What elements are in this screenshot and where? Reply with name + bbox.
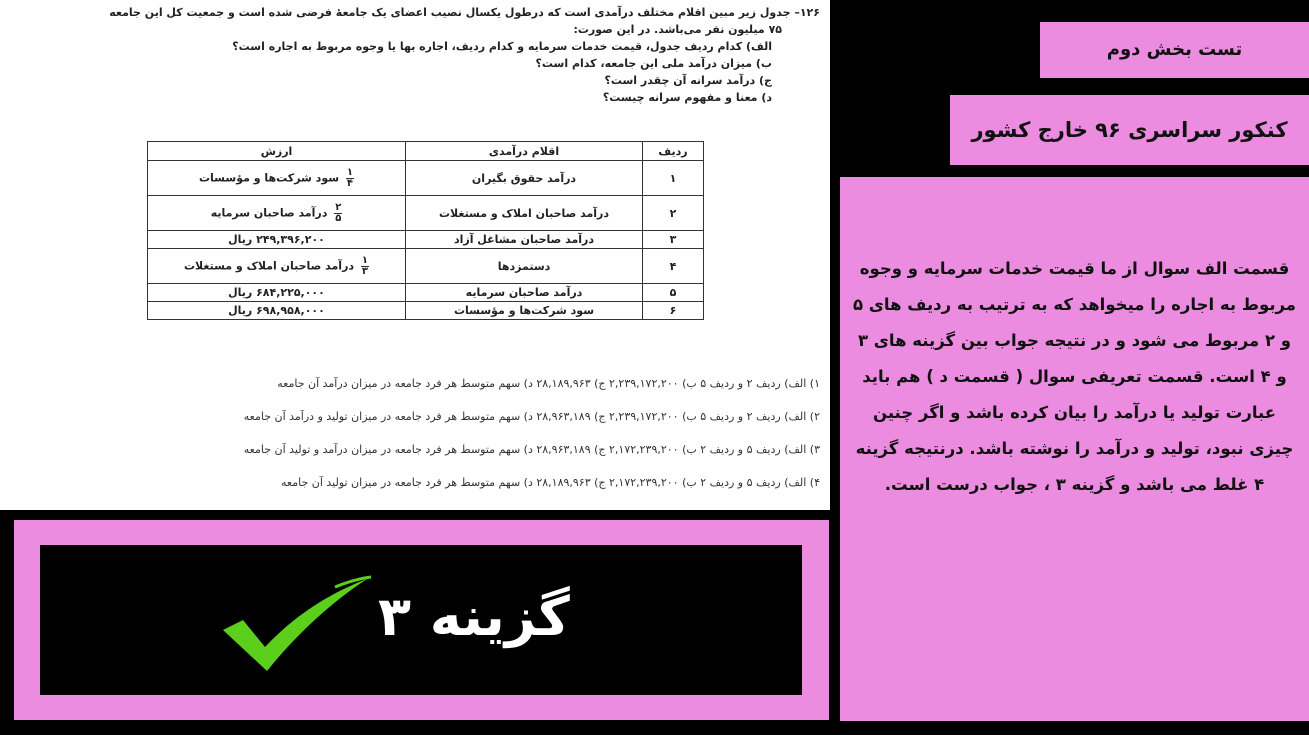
income-value: ۲۴۹,۳۹۶,۲۰۰ ریال: [148, 231, 406, 249]
question-line-1: ۱۲۶– جدول زیر مبین اقلام مختلف درآمدی است که درطول یکسال نصیب اعضای یک جامعهٔ فرضی شده است و جمعیت کل این جامعه: [109, 6, 820, 19]
section-title: تست بخش دوم: [1106, 39, 1243, 60]
fraction: $\frac{۲}{۵}$: [335, 201, 342, 224]
question-part-a: الف) کدام ردیف جدول، قیمت خدمات سرمایه و کدام ردیف، اجاره بها یا وجوه مربوط به اجاره است؟: [232, 40, 772, 53]
income-item: سود شرکت‌ها و مؤسسات: [406, 302, 643, 320]
table-header-cell: ردیف: [643, 142, 704, 161]
row-number: ۱: [643, 161, 704, 196]
table-header-row: [148, 142, 704, 161]
table-row: [148, 231, 704, 249]
income-item: درآمد صاحبان سرمایه: [406, 284, 643, 302]
income-value: $\frac{۱}{۴}$ سود شرکت‌ها و مؤسسات: [148, 161, 406, 196]
income-item: درآمد صاحبان املاک و مستغلات: [406, 196, 643, 231]
answer-label: گزینه ۳: [378, 585, 570, 648]
exam-title-box: [950, 95, 1309, 165]
table-row: [148, 161, 704, 196]
income-value: ۶۹۸,۹۵۸,۰۰۰ ریال: [148, 302, 406, 320]
exam-title: کنکور سراسری ۹۶ خارج کشور: [971, 118, 1288, 142]
question-part-d: د) معنا و مفهوم سرانه چیست؟: [602, 91, 772, 104]
row-number: ۶: [643, 302, 704, 320]
option-4: ۴) الف) ردیف ۵ و ردیف ۲ ب) ۲,۱۷۲,۲۳۹,۲۰۰ ج) ۲۸,۱۸۹,۹۶۳ د) سهم متوسط هر فرد جامعه در میزان تولید آن جامعه: [281, 476, 820, 489]
option-2: ۲) الف) ردیف ۲ و ردیف ۵ ب) ۲,۲۳۹,۱۷۲,۲۰۰ ج) ۲۸,۹۶۳,۱۸۹ د) سهم متوسط هر فرد جامعه در میزان تولید و درآمد آن جامعه: [243, 410, 820, 423]
table-row: [148, 284, 704, 302]
option-3: ۳) الف) ردیف ۵ و ردیف ۲ ب) ۲,۱۷۲,۲۳۹,۲۰۰ ج) ۲۸,۹۶۳,۱۸۹ د) سهم متوسط هر فرد جامعه در میزان درآمد و تولید آن جامعه: [243, 443, 820, 456]
table-row: [148, 302, 704, 320]
income-item: درآمد صاحبان مشاغل آزاد: [406, 231, 643, 249]
section-title-box: [1040, 22, 1309, 78]
income-value: $\frac{۲}{۵}$ درآمد صاحبان سرمایه: [148, 196, 406, 231]
question-document: [0, 0, 830, 510]
checkmark-icon: [215, 575, 375, 675]
question-part-c: ج) درآمد سرانه آن چقدر است؟: [604, 74, 772, 87]
row-number: ۴: [643, 249, 704, 284]
income-value: ۶۸۴,۲۲۵,۰۰۰ ریال: [148, 284, 406, 302]
income-table: [147, 141, 704, 320]
income-item: دستمزدها: [406, 249, 643, 284]
table-row: [148, 249, 704, 284]
row-number: ۳: [643, 231, 704, 249]
fraction: $\frac{۱}{۳}$: [361, 254, 369, 277]
explanation-text: قسمت الف سوال از ما قیمت خدمات سرمایه و وجوه مربوط به اجاره را میخواهد که به ترتیب به ردیف های ۵ و ۲ مربوط می شود و در نتیجه جواب بین گزینه های ۳ و ۴ است. قسمت تعریفی سوال ( قسمت د ) هم باید عبارت تولید یا درآمد را بیان کرده باشد و اگر چنین چیزی نبود، تولید و درآمد را نوشته باشد. درنتیجه گزینه ۴ غلط می باشد و گزینه ۳ ، جواب درست است.: [852, 259, 1296, 494]
question-part-b: ب) میزان درآمد ملی این جامعه، کدام است؟: [535, 57, 772, 70]
explanation-box: [840, 177, 1309, 721]
option-1: ۱) الف) ردیف ۲ و ردیف ۵ ب) ۲,۲۳۹,۱۷۲,۲۰۰ ج) ۲۸,۱۸۹,۹۶۳ د) سهم متوسط هر فرد جامعه در میزان درآمد آن جامعه: [277, 377, 820, 390]
table-header-cell: اقلام درآمدی: [406, 142, 643, 161]
question-line-2: ۷۵ میلیون نفر می‌باشد. در این صورت:: [573, 23, 782, 36]
row-number: ۵: [643, 284, 704, 302]
fraction: $\frac{۱}{۴}$: [346, 166, 353, 189]
table-header-cell: ارزش: [148, 142, 406, 161]
income-item: درآمد حقوق بگیران: [406, 161, 643, 196]
row-number: ۲: [643, 196, 704, 231]
table-row: [148, 196, 704, 231]
income-value: $\frac{۱}{۳}$ درآمد صاحبان املاک و مستغلات: [148, 249, 406, 284]
